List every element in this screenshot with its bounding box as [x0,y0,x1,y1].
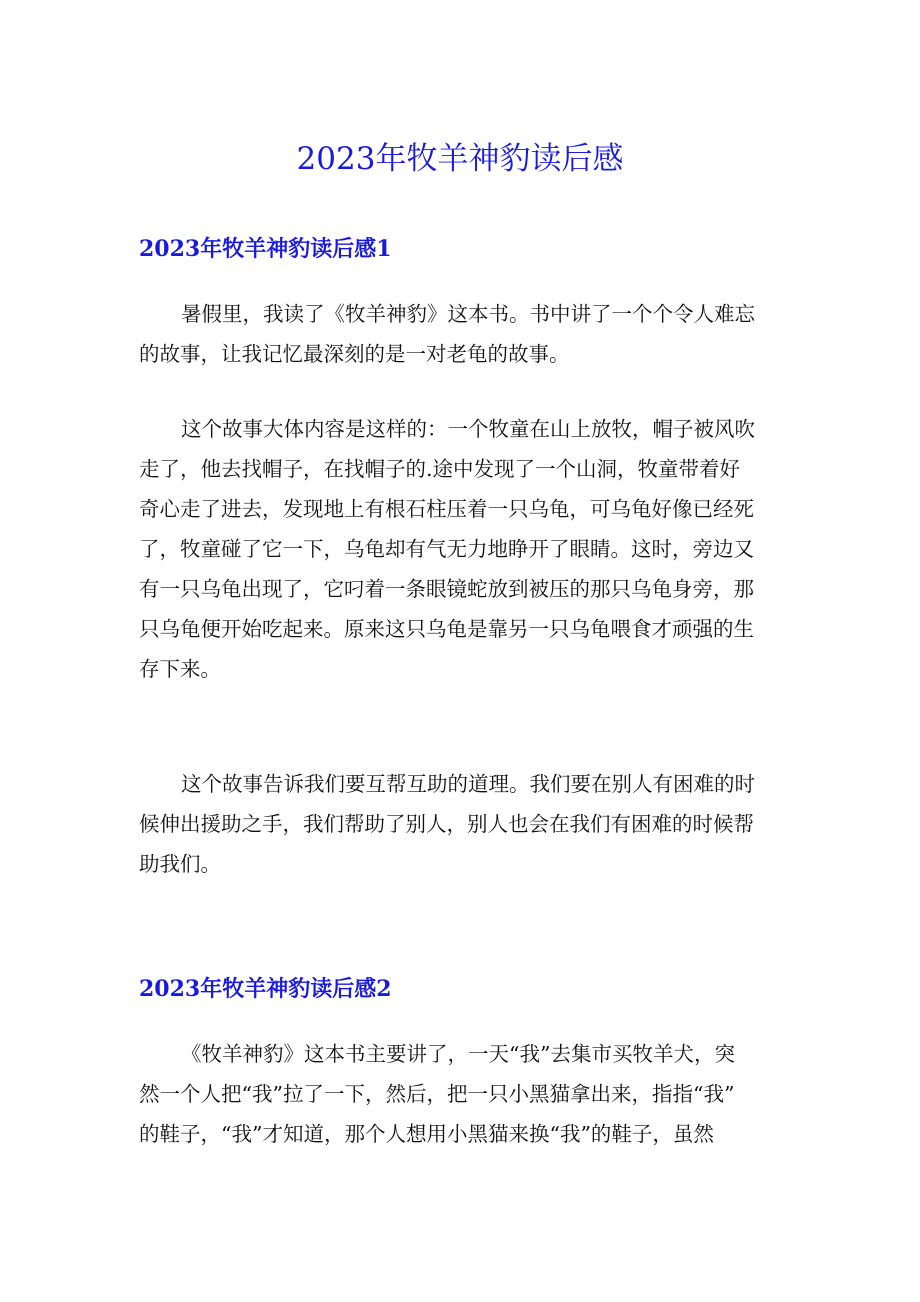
text-line: 走了，他去找帽子，在找帽子的.途中发现了一个山洞，牧童带着好 [139,457,741,481]
text-line: 这个故事告诉我们要互帮互助的道理。我们要在别人有困难的时 [181,772,755,796]
text-line: 《牧羊神豹》这本书主要讲了，一天“我”去集市买牧羊犬，突 [181,1042,735,1066]
text-line: 的故事，让我记忆最深刻的是一对老龟的故事。 [139,342,570,366]
text-line: 了，牧童碰了它一下，乌龟却有气无力地睁开了眼睛。这时，旁边又 [139,537,754,561]
text-line: 有一只乌龟出现了，它叼着一条眼镜蛇放到被压的那只乌龟身旁，那 [139,577,754,601]
paragraph-1-3 [139,764,784,884]
text-line: 暑假里，我读了《牧羊神豹》这本书。书中讲了一个个令人难忘 [181,302,755,326]
text-line: 存下来。 [139,657,221,681]
text-line: 助我们。 [139,852,221,876]
text-line: 然一个人把“我”拉了一下，然后，把一只小黑猫拿出来，指指“我” [139,1082,735,1106]
paragraph-1-2 [139,409,784,689]
text-line: 这个故事大体内容是这样的：一个牧童在山上放牧，帽子被风吹 [181,417,755,441]
paragraph-2-1 [139,1034,784,1154]
section-heading-2: 2023年牧羊神豹读后感2 [139,976,392,1002]
document-title: 2023年牧羊神豹读后感 [296,141,624,177]
paragraph-1-1 [139,294,784,374]
text-line: 奇心走了进去，发现地上有根石柱压着一只乌龟，可乌龟好像已经死 [139,497,754,521]
text-line: 候伸出援助之手，我们帮助了别人，别人也会在我们有困难的时候帮 [139,812,754,836]
text-line: 只乌龟便开始吃起来。原来这只乌龟是靠另一只乌龟喂食才顽强的生 [139,617,754,641]
text-line: 的鞋子，“我”才知道，那个人想用小黑猫来换“我”的鞋子，虽然 [139,1122,714,1146]
section-heading-1: 2023年牧羊神豹读后感1 [139,236,392,262]
